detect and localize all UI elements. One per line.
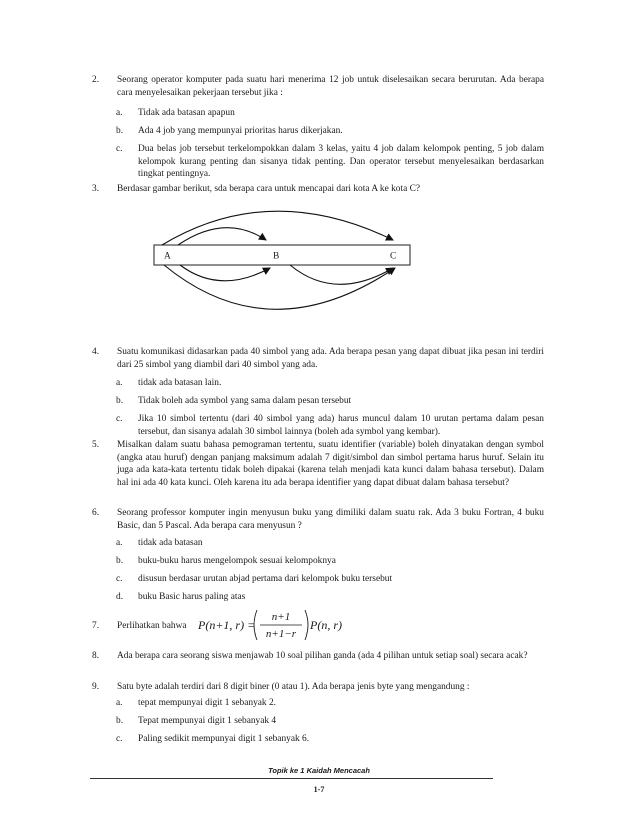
city-a-box [154, 245, 410, 265]
list-item [116, 573, 544, 587]
formula [198, 607, 358, 643]
question-text: Suatu komunikasi didasarkan pada 40 simbol yang ada. Ada berapa pesan yang dapat dibuat jika pesan ini terdiri dari 25 simbol yang diambil dari 40 simbol yang ada. [117, 347, 544, 370]
list-item [116, 733, 544, 747]
list-item [116, 537, 544, 551]
item-text: Jika 10 simbol tertentu (dari 40 simbol yang ada) harus muncul dalam 10 urutan pertama dalam pesan tersebut, dan sisanya adalah 30 simbol lainnya (boleh ada symbol yang kembar). [138, 414, 544, 437]
item-label: c. [116, 144, 123, 154]
item-text: tidak ada batasan [138, 538, 203, 548]
item-text: tepat mempunyai digit 1 sebanyak 2. [138, 698, 276, 708]
item-text: Paling sedikit mempunyai digit 1 sebanyak 6. [138, 734, 310, 744]
item-label: a. [116, 698, 123, 708]
item-label: b. [116, 396, 124, 406]
item-text: Dua belas job tersebut terkelompokkan dalam 3 kelas, yaitu 4 job dalam kelompok penting, 5 job dalam kelompok kurang penting dan sisanya tidak penting. Dan operator tersebut menyelesaikan berdasarkan tingkat pentingnya. [138, 144, 544, 180]
footer-title: Topik ke 1 Kaidah Mencacah [268, 766, 370, 775]
item-label: d. [116, 592, 124, 602]
left-paren [254, 610, 257, 640]
item-label: a. [116, 538, 123, 548]
list-item [116, 591, 544, 605]
route-a-b-lower [180, 265, 270, 281]
item-label: b. [116, 556, 124, 566]
route-diagram [0, 0, 638, 360]
question-number: 5. [92, 440, 100, 450]
item-text: tidak ada batasan lain. [138, 378, 222, 388]
list-item [116, 555, 544, 569]
item-label: b. [116, 716, 124, 726]
question-number: 8. [92, 651, 100, 661]
route-a-c-lower [164, 265, 395, 309]
item-label: c. [116, 734, 123, 744]
item-text: buku-buku harus mengelompok sesuai kelompoknya [138, 556, 336, 566]
list-item [116, 395, 544, 409]
question-number: 2. [92, 75, 100, 85]
question-5 [92, 439, 544, 503]
city-a-label: A [164, 251, 171, 262]
item-text: Tidak ada batasan apapun [138, 108, 235, 118]
list-item [116, 715, 544, 729]
item-label: a. [116, 108, 123, 118]
question-number: 6. [92, 508, 100, 518]
question-9 [92, 681, 544, 695]
question-text: Perlihatkan bahwa [117, 621, 187, 631]
list-item [116, 413, 544, 441]
question-number: 3. [92, 184, 100, 194]
page-number: 1-7 [313, 785, 325, 794]
question-8 [92, 650, 544, 680]
city-c-label: C [390, 251, 397, 262]
item-label: c. [116, 414, 123, 424]
list-item [116, 697, 544, 711]
question-text: Satu byte adalah terdiri dari 8 digit biner (0 atau 1). Ada berapa jenis byte yang mengandung : [117, 682, 470, 692]
item-label: a. [116, 378, 123, 388]
question-text: Ada berapa cara seorang siswa menjawab 10 soal pilihan ganda (ada 4 pilihan untuk setiap soal) secara acak? [117, 651, 528, 661]
item-label: b. [116, 126, 124, 136]
formula-lhs: P(n+1, r) = [198, 618, 256, 632]
list-item [116, 377, 544, 391]
formula-numerator: n+1 [271, 611, 291, 623]
item-text: disusun berdasar urutan abjad pertama dari kelompok buku tersebut [138, 574, 393, 584]
footer-divider [90, 778, 493, 779]
item-label: c. [116, 574, 123, 584]
question-4 [92, 346, 544, 376]
formula-denominator: n+1−r [265, 628, 297, 640]
question-text: Misalkan dalam suatu bahasa pemograman tertentu, suatu identifier (variable) boleh dinyatakan dengan symbol (angka atau huruf) dengan panjang maksimum adalah 7 digit/simbol dan simbol pertama harus huruf. Selain itu juga ada kata-kata tertentu tidak boleh dipakai (karena telah menjadi kata kunci dalam bahasa tersebut). Dalam hal ini ada 40 kata kunci. Oleh karena itu ada berapa identifier yang dapat dibuat dalam bahasa tersebut? [117, 440, 544, 488]
item-text: Tepat mempunyai digit 1 sebanyak 4 [138, 716, 277, 726]
route-a-c-upper [162, 211, 393, 245]
city-b-label: B [273, 251, 280, 262]
right-paren [305, 610, 308, 640]
question-number: 9. [92, 682, 100, 692]
question-6 [92, 507, 544, 537]
item-text: Tidak boleh ada symbol yang sama dalam pesan tersebut [138, 396, 352, 406]
formula-rhs: P(n, r) [310, 618, 342, 632]
item-text: buku Basic harus paling atas [138, 592, 246, 602]
question-text: Seorang professor komputer ingin menyusun buku yang dimiliki dalam suatu rak. Ada 3 buku Fortran, 4 buku Basic, dan 5 Pascal. Ada berapa cara menyusun ? [117, 508, 544, 531]
question-number: 7. [92, 621, 100, 631]
route-b-c-lower [290, 265, 393, 284]
item-text: Ada 4 job yang mempunyai prioritas harus dikerjakan. [138, 126, 343, 136]
question-text: Berdasar gambar berikut, sda berapa cara untuk mencapai dari kota A ke kota C? [117, 184, 421, 194]
question-number: 4. [92, 347, 100, 357]
question-text: Seorang operator komputer pada suatu hari menerima 12 job untuk diselesaikan secara berurutan. Ada berapa cara menyelesaikan pekerjaan tersebut jika : [117, 75, 544, 98]
